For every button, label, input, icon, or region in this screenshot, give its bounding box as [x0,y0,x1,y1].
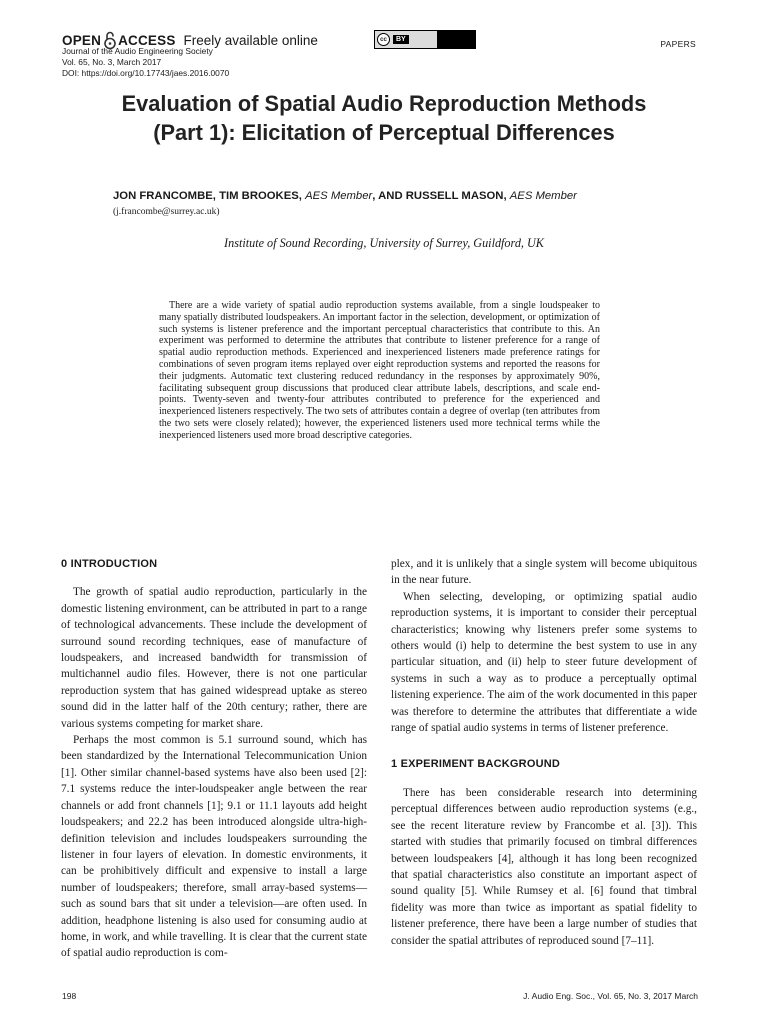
experiment-background-heading: 1 EXPERIMENT BACKGROUND [391,758,561,771]
author-line [113,190,577,202]
right-column [391,556,697,949]
background-paragraph-1: There has been considerable research into determining perceptual differences between audio reproduction systems (e.g., see the recent literature review by Francombe et al. [3]). This started with studies that primarily focused on timbral differences between loudspeakers [4], although it has long been recognized that spatial characteristics also constitute an important aspect of sound quality [5]. While Rumsey et al. [6] found that timbral fidelity was more than twice as important as spatial fidelity to listener preference, there have been a large number of studies that consider the spatial attributes of reproduced sound [7–11]. [391,786,697,947]
volume-line: Vol. 65, No. 3, March 2017 [62,56,162,67]
author-1: JON FRANCOMBE, [113,190,216,202]
intro-paragraph-1: The growth of spatial audio reproduction, particularly in the domestic listening environment, can be attributed in part to a range of technological advancements. These include the development of surround sound recording techniques, ease of manufacture of loudspeakers, and increased bandwidth for transmission of multichannel audio files. However, there is not one particular reproduction system that has gained widespread uptake as stereo sound did in the latter half of the 20th century; rather, there are various systems competing for market share. [61,586,367,730]
left-column [61,556,367,962]
author-email[interactable]: (j.francombe@surrey.ac.uk) [113,207,220,217]
freely-available-label: Freely available online [183,32,318,48]
cc-badge-left [375,31,437,48]
section-label: PAPERS [660,39,696,49]
cc-by-license-badge[interactable] [374,30,476,49]
intro-paragraph-continued: plex, and it is unlikely that a single system will become ubiquitous in the near future. [391,558,697,587]
journal-info [62,46,229,78]
by-label: BY [393,35,409,44]
doi-link[interactable]: DOI: https://doi.org/10.17743/jaes.2016.0070 [62,67,230,78]
title-line-2: (Part 1): Elicitation of Perceptual Differences [153,120,615,145]
access-label: ACCESS [118,32,176,48]
footer-citation: J. Audio Eng. Soc., Vol. 65, No. 3, 2017 March [523,991,698,1001]
cc-icon: cc [377,33,390,46]
paper-title [20,89,748,147]
abstract: There are a wide variety of spatial audio reproduction systems available, from a single loudspeaker to many spatially distributed loudspeakers. An important factor in the selection, development, or optimization of such systems is listener preference and the important perceptual characteristics that contribute to this. An experiment was performed to determine the attributes that contribute to listener preference for a range of spatial audio reproduction methods. Experienced and inexperienced listeners made preference ratings for combinations of seven program items replayed over eight reproduction systems and reported the reasons for their judgments. Automatic text clustering reduced redundancy in the responses by approximately 90%, facilitating subsequent group discussions that produced clear attribute labels, descriptions, and scale end-points. Twenty-seven and twenty-four attributes contributed to preference for the experienced and inexperienced listeners respectively. The two sets of attributes contain a degree of overlap (ten attributes from the two sets were closely related); however, the experienced listeners used more technical terms while the inexperienced listeners used more broad descriptive categories. [159,300,600,441]
author-3-role: AES Member [509,190,577,202]
affiliation: Institute of Sound Recording, University of Surrey, Guildford, UK [224,236,544,250]
title-line-1: Evaluation of Spatial Audio Reproduction Methods [121,91,647,116]
intro-paragraph-2: Perhaps the most common is 5.1 surround sound, which has been standardized by the International Telecommunication Union [1]. Other similar channel-based systems have also been used [2]: 7.1 systems reduce the inter-loudspeaker angle between the rear channels or add front channels [1]; 9.1 or 11.1 layouts add height loudspeakers; and 22.2 has been introduced alongside ultra-high-definition television and includes loudspeakers surrounding the listener in four layers of elevation. In domestic environments, it can be prohibitively difficult and expensive to install a large number of loudspeakers; therefore, small array-based systems—such as sound bars that sit under a television—are often used. In addition, headphone listening is also used for consuming audio at home, in work, and while travelling. It is clear that the current state of spatial audio reproduction is com- [61,734,367,960]
author-2: TIM BROOKES, [219,190,302,202]
page-number: 198 [62,991,77,1001]
introduction-heading: 0 INTRODUCTION [61,558,158,570]
author-3-prefix: , AND [372,190,403,202]
journal-name: Journal of the Audio Engineering Society [62,46,213,56]
open-label: OPEN [62,32,102,48]
author-3: RUSSELL MASON, [405,190,507,202]
intro-paragraph-3: When selecting, developing, or optimizing spatial audio reproduction systems, it is important to consider their perceptual characteristics; knowing why listeners prefer some systems to others would (i) help to determine the best system to use in any particular situation, and (ii) help to steer future development of systems in such a way as to produce a perceptually optimal listening experience. The aim of the work documented in this paper was therefore to determine the attributes that differentiate a wide range of spatial audio systems in terms of listener preference. [391,590,697,735]
author-2-role: AES Member [305,190,373,202]
